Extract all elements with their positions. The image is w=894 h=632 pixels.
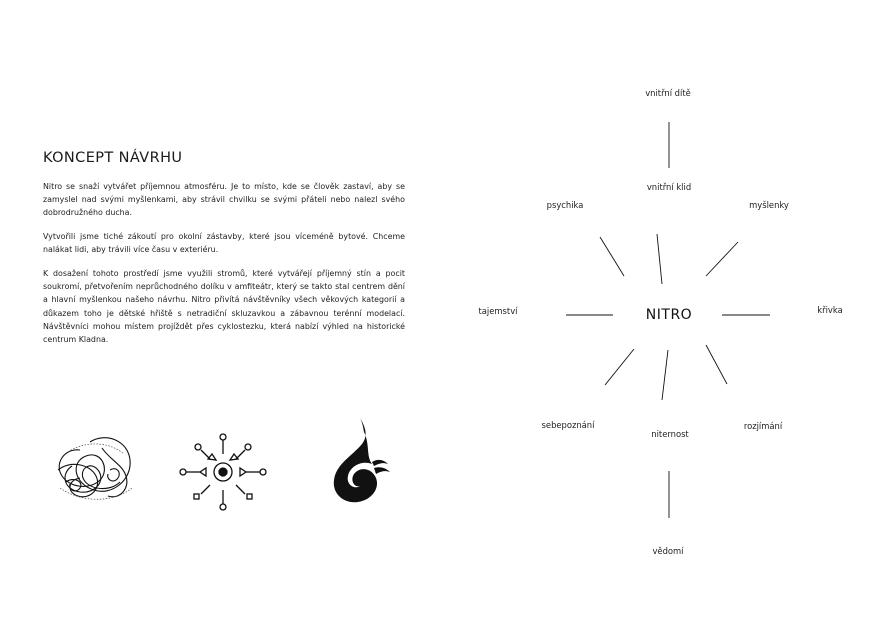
label-myslenky: myšlenky	[749, 200, 789, 210]
diagram-center-label: NITRO	[645, 307, 693, 323]
concept-paragraph-3: K dosažení tohoto prostředí jsme využili stromů, které vytvářejí příjemný stín a pocit soukromí, přetvořením neprůchodného dolíku v amfiteátr, který se takto stal centrem dění a hlavní myšlenkou našeho návrhu. Nitro přivítá návštěvníky všech věkových kategorií a důkazem toho je dětské hřiště s netradiční skluzavkou a zábavnou terénní modelací. Návštěvníci mohou místem projíždět přes cyklostezku, která nabízí výhled na historické centrum Kladna.	[43, 269, 405, 345]
label-niternost: niternost	[651, 429, 689, 439]
label-vedomi: vědomí	[652, 546, 684, 556]
ray-lower-right-a	[706, 345, 727, 384]
label-vnitrni-klid: vnitřní klid	[646, 182, 692, 192]
ray-upper-left-b	[657, 234, 662, 284]
ray-upper-right-a	[706, 242, 738, 276]
ray-upper-left-a	[600, 237, 624, 276]
label-psychika: psychika	[546, 200, 584, 210]
label-sebepoznani: sebepoznání	[541, 420, 595, 430]
concept-paragraph-2: Vytvořili jsme tiché zákoutí pro okolní zástavby, které jsou víceméně bytové. Chceme nalákat lidi, aby trávili více času v exteriéru.	[43, 232, 405, 255]
label-krivka: křivka	[817, 305, 843, 315]
label-tajemstvi: tajemství	[478, 306, 518, 316]
page-title: KONCEPT NÁVRHU	[43, 150, 183, 166]
concept-paragraph-1: Nitro se snaží vytvářet příjemnou atmosféru. Je to místo, kde se člověk zastaví, aby se zamyslel nad svými myšlenkami, aby strávil chvilku se svými přáteli nebo nalezl svého dobrodružného ducha.	[43, 182, 405, 218]
label-rozjimani: rozjímání	[743, 421, 783, 431]
ray-lower-left-a	[605, 349, 634, 385]
label-vnitrni-dite: vnitřní dítě	[645, 88, 691, 98]
ray-lower-left-b	[662, 350, 668, 400]
